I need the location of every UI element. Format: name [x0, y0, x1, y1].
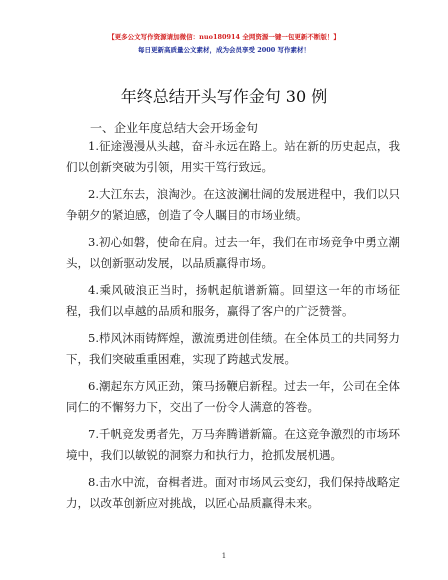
paragraph-1: 1.征途漫漫从头越，奋斗永远在路上。站在新的历史起点，我们以创新突破为引领，用实干笃行致远。	[66, 139, 400, 174]
paragraph-5: 5.栉风沐雨铸辉煌，激流勇进创佳绩。在全体员工的共同努力下，我们突破重重困难，实现了跨越式发展。	[66, 331, 400, 366]
section-heading: 一、企业年度总结大会开场金句	[90, 121, 259, 135]
promo-banner-line-1: 【更多公文写作资源请加微信：nuo180914 全网资源一键一包更新不断版！】	[108, 33, 340, 41]
paragraph-2: 2.大江东去，浪淘沙。在这波澜壮阔的发展进程中，我们以只争朝夕的紧迫感，创造了令人瞩目的市场业绩。	[66, 187, 400, 222]
document-title: 年终总结开头写作金句 30 例	[120, 87, 328, 106]
paragraph-4: 4.乘风破浪正当时，扬帆起航谱新篇。回望这一年的市场征程，我们以卓越的品质和服务，赢得了客户的广泛赞誉。	[66, 283, 400, 318]
paragraph-3: 3.初心如磐，使命在肩。过去一年，我们在市场竞争中勇立潮头，以创新驱动发展，以品质赢得市场。	[66, 235, 400, 270]
paragraph-6: 6.潮起东方风正劲，策马扬鞭启新程。过去一年，公司在全体同仁的不懈努力下，交出了一份令人满意的答卷。	[66, 379, 400, 414]
paragraph-7: 7.千帆竞发勇者先，万马奔腾谱新篇。在这竞争激烈的市场环境中，我们以敏锐的洞察力和执行力，抢抓发展机遇。	[66, 427, 400, 462]
document-body	[66, 136, 400, 520]
page-number: 1	[221, 552, 227, 560]
paragraph-8: 8.击水中流，奋楫者进。面对市场风云变幻，我们保持战略定力，以改革创新应对挑战，以匠心品质赢得未来。	[66, 475, 400, 510]
promo-banner-line-2: 每日更新高质量公文素材，成为会员享受 2000 写作素材！	[137, 46, 311, 54]
